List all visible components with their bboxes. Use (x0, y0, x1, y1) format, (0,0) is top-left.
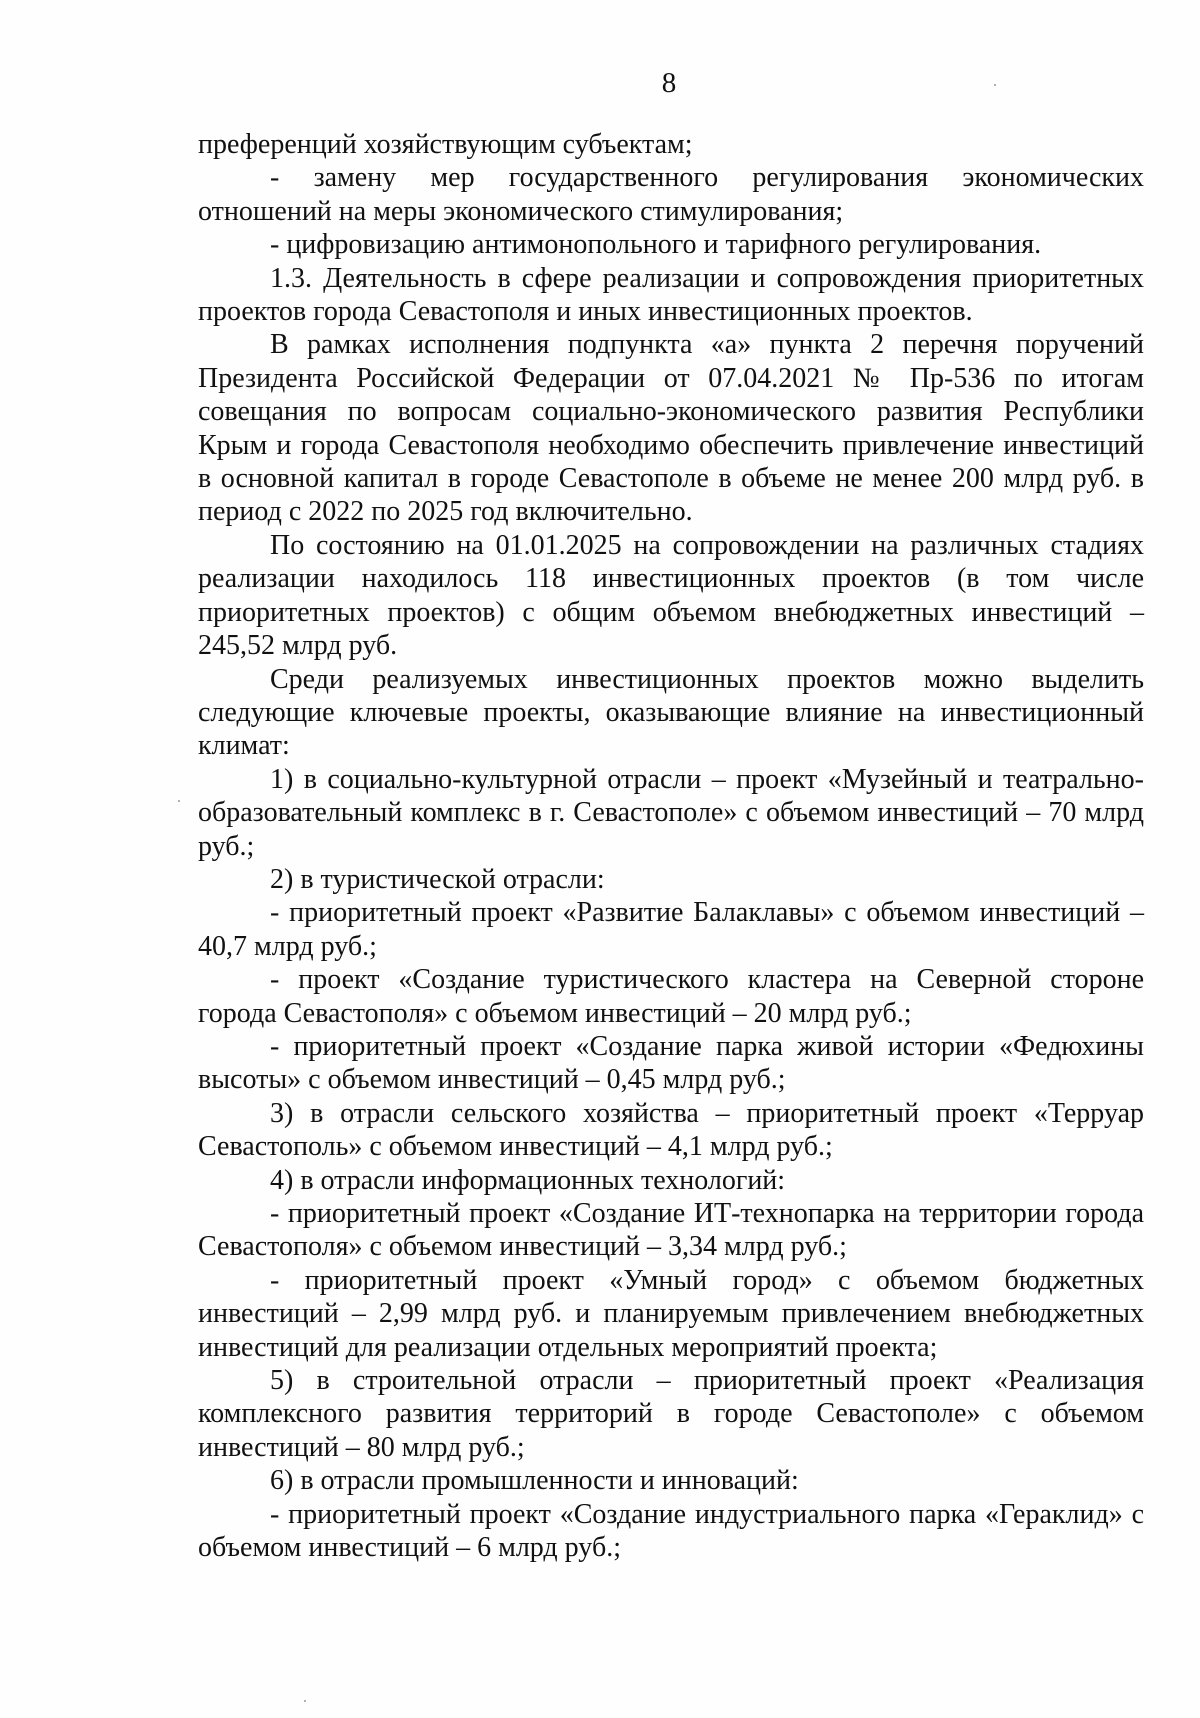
paragraph-preferences-end: преференций хозяйствующим субъектам; (198, 129, 693, 160)
scan-speck (304, 1700, 306, 1702)
list-item-social-cultural: 1) в социально-культурной отрасли – проект «Музейный и театрально-образовательный комплекс в г. Севастополе» с объемом инвестиций – 70 млрд руб.; (198, 763, 1144, 862)
page-number: 8 (661, 67, 677, 99)
scan-speck (994, 84, 996, 86)
sub-item-heraklid-park: - приоритетный проект «Создание индустриального парка «Гераклид» с объемом инвестиций – 6 млрд руб.; (198, 1498, 1144, 1564)
section-heading-1-3: 1.3. Деятельность в сфере реализации и сопровождения приоритетных проектов города Севастополя и иных инвестиционных проектов. (198, 262, 1144, 328)
scan-speck (178, 800, 180, 802)
paragraph-key-projects-intro: Среди реализуемых инвестиционных проектов можно выделить следующие ключевые проекты, оказывающие влияние на инвестиционный климат: (198, 663, 1144, 762)
list-item-digitalization: - цифровизацию антимонопольного и тарифного регулирования. (270, 229, 1042, 261)
list-item-industry: 6) в отрасли промышленности и инноваций: (270, 1465, 799, 1497)
paragraph-projects-status: По состоянию на 01.01.2025 на сопровождении на различных стадиях реализации находилось 118 инвестиционных проектов (в том числе приоритетных проектов) с общим объемом внебюджетных инвестиций – 245,52 млрд руб. (198, 529, 1144, 662)
list-item-agriculture: 3) в отрасли сельского хозяйства – приоритетный проект «Терруар Севастополь» с объемом инвестиций – 4,1 млрд руб.; (198, 1097, 1144, 1163)
list-item-construction: 5) в строительной отрасли – приоритетный проект «Реализация комплексного развития территорий в городе Севастополе» с объемом инвестиций – 80 млрд руб.; (198, 1365, 1144, 1463)
sub-item-northern-side-cluster: - проект «Создание туристического кластера на Северной стороне города Севастополя» с объемом инвестиций – 20 млрд руб.; (198, 964, 1144, 1029)
sub-item-fedyukhiny-heights: - приоритетный проект «Создание парка живой истории «Федюхины высоты» с объемом инвестиций – 0,45 млрд руб.; (198, 1030, 1144, 1096)
list-item-it: 4) в отрасли информационных технологий: (270, 1164, 786, 1196)
list-item-regulation-replacement: - замену мер государственного регулирования экономических отношений на меры экономического стимулирования; (198, 162, 1144, 227)
paragraph-presidential-order: В рамках исполнения подпункта «а» пункта 2 перечня поручений Президента Российской Федерации от 07.04.2021 № Пр-536 по итогам совещания по вопросам социально-экономического развития Республики Крым и города Севастополя необходимо обеспечить привлечение инвестиций в основной капитал в городе Севастополе в объеме не менее 200 млрд руб. в период с 2022 по 2025 год включительно. (198, 329, 1144, 528)
sub-item-smart-city: - приоритетный проект «Умный город» с объемом бюджетных инвестиций – 2,99 млрд руб. и планируемым привлечением внебюджетных инвестиций для реализации отдельных мероприятий проекта; (198, 1264, 1144, 1363)
sub-item-balaklava: - приоритетный проект «Развитие Балаклавы» с объемом инвестиций – 40,7 млрд руб.; (198, 897, 1144, 962)
sub-item-it-technopark: - приоритетный проект «Создание ИТ-технопарка на территории города Севастополя» с объемом инвестиций – 3,34 млрд руб.; (198, 1198, 1144, 1263)
list-item-tourism: 2) в туристической отрасли: (270, 863, 605, 895)
document-body (198, 128, 1144, 1564)
